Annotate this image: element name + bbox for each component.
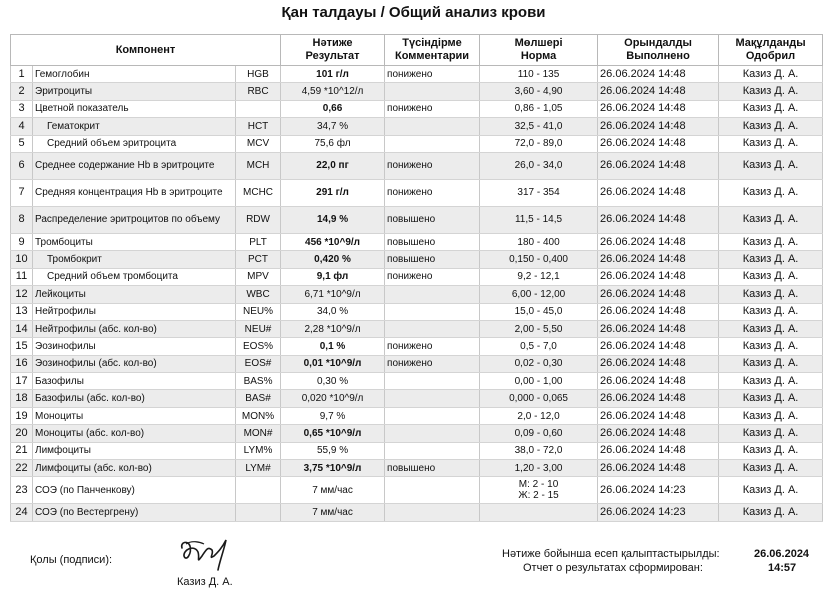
- approved-by: Казиз Д. А.: [719, 118, 823, 135]
- row-number: 2: [11, 83, 33, 100]
- component-name: Лейкоциты: [33, 286, 236, 303]
- lab-results-table: [10, 34, 823, 522]
- result-value: 456 *10^9/л: [281, 233, 385, 250]
- approved-by: Казиз Д. А.: [719, 373, 823, 390]
- done-datetime: 26.06.2024 14:48: [598, 303, 719, 320]
- result-value: 0,01 *10^9/л: [281, 355, 385, 372]
- header-approved: [719, 35, 823, 66]
- comment-value: понижено: [385, 338, 480, 355]
- row-number: 11: [11, 268, 33, 285]
- table-header-row: [11, 35, 823, 66]
- table-row: [11, 442, 823, 459]
- approved-by: Казиз Д. А.: [719, 152, 823, 179]
- component-code: EOS%: [236, 338, 281, 355]
- component-code: HCT: [236, 118, 281, 135]
- comment-value: [385, 390, 480, 407]
- row-number: 8: [11, 206, 33, 233]
- done-datetime: 26.06.2024 14:48: [598, 135, 719, 152]
- row-number: 9: [11, 233, 33, 250]
- row-number: 22: [11, 460, 33, 477]
- header-comment-kz: Түсіндірме: [402, 37, 462, 49]
- component-code: MCHC: [236, 179, 281, 206]
- component-name: Средняя концентрация Hb в эритроците: [33, 179, 236, 206]
- approved-by: Казиз Д. А.: [719, 268, 823, 285]
- done-datetime: 26.06.2024 14:48: [598, 373, 719, 390]
- done-datetime: 26.06.2024 14:48: [598, 152, 719, 179]
- table-row: [11, 407, 823, 424]
- comment-value: [385, 83, 480, 100]
- result-value: 0,66: [281, 100, 385, 117]
- component-code: LYM%: [236, 442, 281, 459]
- norm-range: 11,5 - 14,5: [480, 206, 598, 233]
- header-approved-kz: Мақұлданды: [735, 37, 806, 49]
- comment-value: [385, 425, 480, 442]
- approved-by: Казиз Д. А.: [719, 100, 823, 117]
- comment-value: понижено: [385, 355, 480, 372]
- done-datetime: 26.06.2024 14:48: [598, 100, 719, 117]
- approved-by: Казиз Д. А.: [719, 425, 823, 442]
- approved-by: Казиз Д. А.: [719, 251, 823, 268]
- done-datetime: 26.06.2024 14:48: [598, 460, 719, 477]
- norm-range: 15,0 - 45,0: [480, 303, 598, 320]
- component-code: PLT: [236, 233, 281, 250]
- report-generated-ru: Отчет о результатах сформирован:: [523, 562, 703, 574]
- component-code: MCV: [236, 135, 281, 152]
- report-generated-kz: Нәтиже бойынша есеп қалыптастырылды:: [502, 548, 720, 560]
- done-datetime: 26.06.2024 14:48: [598, 179, 719, 206]
- result-value: 14,9 %: [281, 206, 385, 233]
- header-comment: [385, 35, 480, 66]
- norm-range: 2,00 - 5,50: [480, 320, 598, 337]
- result-value: 75,6 фл: [281, 135, 385, 152]
- component-name: Распределение эритроцитов по объему: [33, 206, 236, 233]
- result-value: 0,020 *10^9/л: [281, 390, 385, 407]
- table-row: [11, 373, 823, 390]
- row-number: 12: [11, 286, 33, 303]
- header-done-ru: Выполнено: [626, 50, 690, 62]
- header-comment-ru: Комментарии: [394, 50, 470, 62]
- component-code: [236, 504, 281, 521]
- approved-by: Казиз Д. А.: [719, 206, 823, 233]
- norm-range: [480, 477, 598, 504]
- done-datetime: 26.06.2024 14:48: [598, 338, 719, 355]
- comment-value: [385, 303, 480, 320]
- result-value: 9,1 фл: [281, 268, 385, 285]
- component-code: BAS%: [236, 373, 281, 390]
- done-datetime: 26.06.2024 14:48: [598, 118, 719, 135]
- component-code: HGB: [236, 66, 281, 83]
- norm-range: 110 - 135: [480, 66, 598, 83]
- done-datetime: 26.06.2024 14:48: [598, 66, 719, 83]
- result-value: 4,59 *10^12/л: [281, 83, 385, 100]
- comment-value: понижено: [385, 152, 480, 179]
- report-title: Қан талдауы / Общий анализ крови: [281, 4, 546, 21]
- row-number: 7: [11, 179, 33, 206]
- result-value: 0,65 *10^9/л: [281, 425, 385, 442]
- table-row: [11, 179, 823, 206]
- table-body: [11, 66, 823, 522]
- component-code: LYM#: [236, 460, 281, 477]
- done-datetime: 26.06.2024 14:48: [598, 442, 719, 459]
- table-row: [11, 460, 823, 477]
- done-datetime: 26.06.2024 14:23: [598, 504, 719, 521]
- component-name: Цветной показатель: [33, 100, 236, 117]
- norm-range: 26,0 - 34,0: [480, 152, 598, 179]
- component-name: Гемоглобин: [33, 66, 236, 83]
- done-datetime: 26.06.2024 14:48: [598, 320, 719, 337]
- component-name: Эозинофилы (абс. кол-во): [33, 355, 236, 372]
- component-code: MCH: [236, 152, 281, 179]
- report-date: 26.06.2024: [754, 548, 810, 560]
- approved-by: Казиз Д. А.: [719, 355, 823, 372]
- row-number: 13: [11, 303, 33, 320]
- norm-range: 38,0 - 72,0: [480, 442, 598, 459]
- norm-range: 9,2 - 12,1: [480, 268, 598, 285]
- result-value: 0,420 %: [281, 251, 385, 268]
- approved-by: Казиз Д. А.: [719, 233, 823, 250]
- table-row: [11, 233, 823, 250]
- table-row: [11, 118, 823, 135]
- table-row: [11, 66, 823, 83]
- comment-value: [385, 442, 480, 459]
- approved-by: Казиз Д. А.: [719, 477, 823, 504]
- row-number: 3: [11, 100, 33, 117]
- result-value: 0,1 %: [281, 338, 385, 355]
- result-value: 55,9 %: [281, 442, 385, 459]
- norm-range: 0,00 - 1,00: [480, 373, 598, 390]
- result-value: 291 г/л: [281, 179, 385, 206]
- done-datetime: 26.06.2024 14:48: [598, 425, 719, 442]
- component-name: Средний объем эритроцита: [33, 135, 236, 152]
- table-row: [11, 303, 823, 320]
- comment-value: [385, 373, 480, 390]
- approved-by: Казиз Д. А.: [719, 407, 823, 424]
- row-number: 23: [11, 477, 33, 504]
- component-code: [236, 477, 281, 504]
- comment-value: повышено: [385, 460, 480, 477]
- row-number: 15: [11, 338, 33, 355]
- table-row: [11, 504, 823, 521]
- result-value: 7 мм/час: [281, 504, 385, 521]
- component-code: WBC: [236, 286, 281, 303]
- table-row: [11, 477, 823, 504]
- norm-range-female: Ж: 2 - 15: [518, 490, 559, 502]
- row-number: 4: [11, 118, 33, 135]
- component-name: Среднее содержание Hb в эритроците: [33, 152, 236, 179]
- comment-value: понижено: [385, 179, 480, 206]
- component-name: Моноциты (абс. кол-во): [33, 425, 236, 442]
- result-value: 9,7 %: [281, 407, 385, 424]
- row-number: 21: [11, 442, 33, 459]
- approved-by: Казиз Д. А.: [719, 179, 823, 206]
- norm-range: 72,0 - 89,0: [480, 135, 598, 152]
- comment-value: [385, 118, 480, 135]
- row-number: 5: [11, 135, 33, 152]
- component-name: Базофилы: [33, 373, 236, 390]
- norm-range: 2,0 - 12,0: [480, 407, 598, 424]
- done-datetime: 26.06.2024 14:48: [598, 206, 719, 233]
- table-row: [11, 338, 823, 355]
- comment-value: [385, 135, 480, 152]
- component-name: СОЭ (по Панченкову): [33, 477, 236, 504]
- header-done: [598, 35, 719, 66]
- norm-range: 180 - 400: [480, 233, 598, 250]
- header-norm-kz: Мөлшері: [514, 37, 563, 49]
- table-row: [11, 152, 823, 179]
- approved-by: Казиз Д. А.: [719, 460, 823, 477]
- comment-value: [385, 320, 480, 337]
- approved-by: Казиз Д. А.: [719, 286, 823, 303]
- approved-by: Казиз Д. А.: [719, 135, 823, 152]
- approved-by: Казиз Д. А.: [719, 303, 823, 320]
- table-row: [11, 268, 823, 285]
- table-row: [11, 100, 823, 117]
- norm-range: 6,00 - 12,00: [480, 286, 598, 303]
- table-row: [11, 425, 823, 442]
- component-code: NEU%: [236, 303, 281, 320]
- row-number: 20: [11, 425, 33, 442]
- header-norm: [480, 35, 598, 66]
- component-name: Тромбоциты: [33, 233, 236, 250]
- component-code: [236, 100, 281, 117]
- component-name: СОЭ (по Вестергрену): [33, 504, 236, 521]
- row-number: 16: [11, 355, 33, 372]
- approved-by: Казиз Д. А.: [719, 320, 823, 337]
- table-row: [11, 390, 823, 407]
- row-number: 14: [11, 320, 33, 337]
- component-code: MON%: [236, 407, 281, 424]
- norm-range: 0,09 - 0,60: [480, 425, 598, 442]
- component-code: MPV: [236, 268, 281, 285]
- table-row: [11, 83, 823, 100]
- header-result-kz: Нәтиже: [312, 37, 353, 49]
- table-row: [11, 320, 823, 337]
- norm-range: 0,5 - 7,0: [480, 338, 598, 355]
- row-number: 10: [11, 251, 33, 268]
- done-datetime: 26.06.2024 14:48: [598, 268, 719, 285]
- component-code: EOS#: [236, 355, 281, 372]
- component-name: Тромбокрит: [33, 251, 236, 268]
- comment-value: [385, 477, 480, 504]
- component-name: Лимфоциты (абс. кол-во): [33, 460, 236, 477]
- done-datetime: 26.06.2024 14:48: [598, 407, 719, 424]
- done-datetime: 26.06.2024 14:48: [598, 233, 719, 250]
- comment-value: [385, 407, 480, 424]
- result-value: 22,0 пг: [281, 152, 385, 179]
- result-value: 34,7 %: [281, 118, 385, 135]
- row-number: 19: [11, 407, 33, 424]
- comment-value: понижено: [385, 66, 480, 83]
- norm-range: 3,60 - 4,90: [480, 83, 598, 100]
- comment-value: [385, 504, 480, 521]
- norm-range: 0,000 - 0,065: [480, 390, 598, 407]
- row-number: 18: [11, 390, 33, 407]
- result-value: 0,30 %: [281, 373, 385, 390]
- table-row: [11, 355, 823, 372]
- component-name: Нейтрофилы (абс. кол-во): [33, 320, 236, 337]
- signature-label: Қолы (подписи):: [30, 554, 113, 566]
- header-component: Компонент: [11, 35, 281, 66]
- table-row: [11, 286, 823, 303]
- component-name: Средний объем тромбоцита: [33, 268, 236, 285]
- comment-value: понижено: [385, 268, 480, 285]
- report-time: 14:57: [768, 562, 797, 574]
- table-row: [11, 135, 823, 152]
- component-code: RDW: [236, 206, 281, 233]
- comment-value: повышено: [385, 251, 480, 268]
- component-code: RBC: [236, 83, 281, 100]
- approved-by: Казиз Д. А.: [719, 66, 823, 83]
- header-result: [281, 35, 385, 66]
- approved-by: Казиз Д. А.: [719, 83, 823, 100]
- result-value: 101 г/л: [281, 66, 385, 83]
- signer-name: Казиз Д. А.: [177, 576, 233, 588]
- component-name: Нейтрофилы: [33, 303, 236, 320]
- component-code: BAS#: [236, 390, 281, 407]
- component-name: Эритроциты: [33, 83, 236, 100]
- component-code: NEU#: [236, 320, 281, 337]
- comment-value: повышено: [385, 233, 480, 250]
- result-value: 34,0 %: [281, 303, 385, 320]
- table-row: [11, 251, 823, 268]
- norm-range: [480, 504, 598, 521]
- norm-range: 317 - 354: [480, 179, 598, 206]
- component-name: Гематокрит: [33, 118, 236, 135]
- approved-by: Казиз Д. А.: [719, 442, 823, 459]
- row-number: 24: [11, 504, 33, 521]
- component-name: Моноциты: [33, 407, 236, 424]
- approved-by: Казиз Д. А.: [719, 390, 823, 407]
- row-number: 6: [11, 152, 33, 179]
- header-norm-ru: Норма: [520, 50, 557, 62]
- done-datetime: 26.06.2024 14:23: [598, 477, 719, 504]
- comment-value: понижено: [385, 100, 480, 117]
- result-value: 3,75 *10^9/л: [281, 460, 385, 477]
- norm-range: 0,86 - 1,05: [480, 100, 598, 117]
- result-value: 6,71 *10^9/л: [281, 286, 385, 303]
- component-name: Эозинофилы: [33, 338, 236, 355]
- done-datetime: 26.06.2024 14:48: [598, 286, 719, 303]
- comment-value: [385, 286, 480, 303]
- header-result-ru: Результат: [305, 50, 360, 62]
- done-datetime: 26.06.2024 14:48: [598, 251, 719, 268]
- approved-by: Казиз Д. А.: [719, 504, 823, 521]
- norm-range: 0,02 - 0,30: [480, 355, 598, 372]
- comment-value: повышено: [385, 206, 480, 233]
- row-number: 17: [11, 373, 33, 390]
- norm-range-male: М: 2 - 10: [518, 479, 559, 491]
- header-approved-ru: Одобрил: [745, 50, 796, 62]
- component-name: Базофилы (абс. кол-во): [33, 390, 236, 407]
- signature-mark: [178, 534, 236, 574]
- table-row: [11, 206, 823, 233]
- header-done-kz: Орындалды: [624, 37, 692, 49]
- result-value: 2,28 *10^9/л: [281, 320, 385, 337]
- component-name: Лимфоциты: [33, 442, 236, 459]
- approved-by: Казиз Д. А.: [719, 338, 823, 355]
- component-code: PCT: [236, 251, 281, 268]
- component-code: MON#: [236, 425, 281, 442]
- done-datetime: 26.06.2024 14:48: [598, 355, 719, 372]
- row-number: 1: [11, 66, 33, 83]
- done-datetime: 26.06.2024 14:48: [598, 390, 719, 407]
- result-value: 7 мм/час: [281, 477, 385, 504]
- norm-range: 1,20 - 3,00: [480, 460, 598, 477]
- norm-range: 32,5 - 41,0: [480, 118, 598, 135]
- done-datetime: 26.06.2024 14:48: [598, 83, 719, 100]
- norm-range: 0,150 - 0,400: [480, 251, 598, 268]
